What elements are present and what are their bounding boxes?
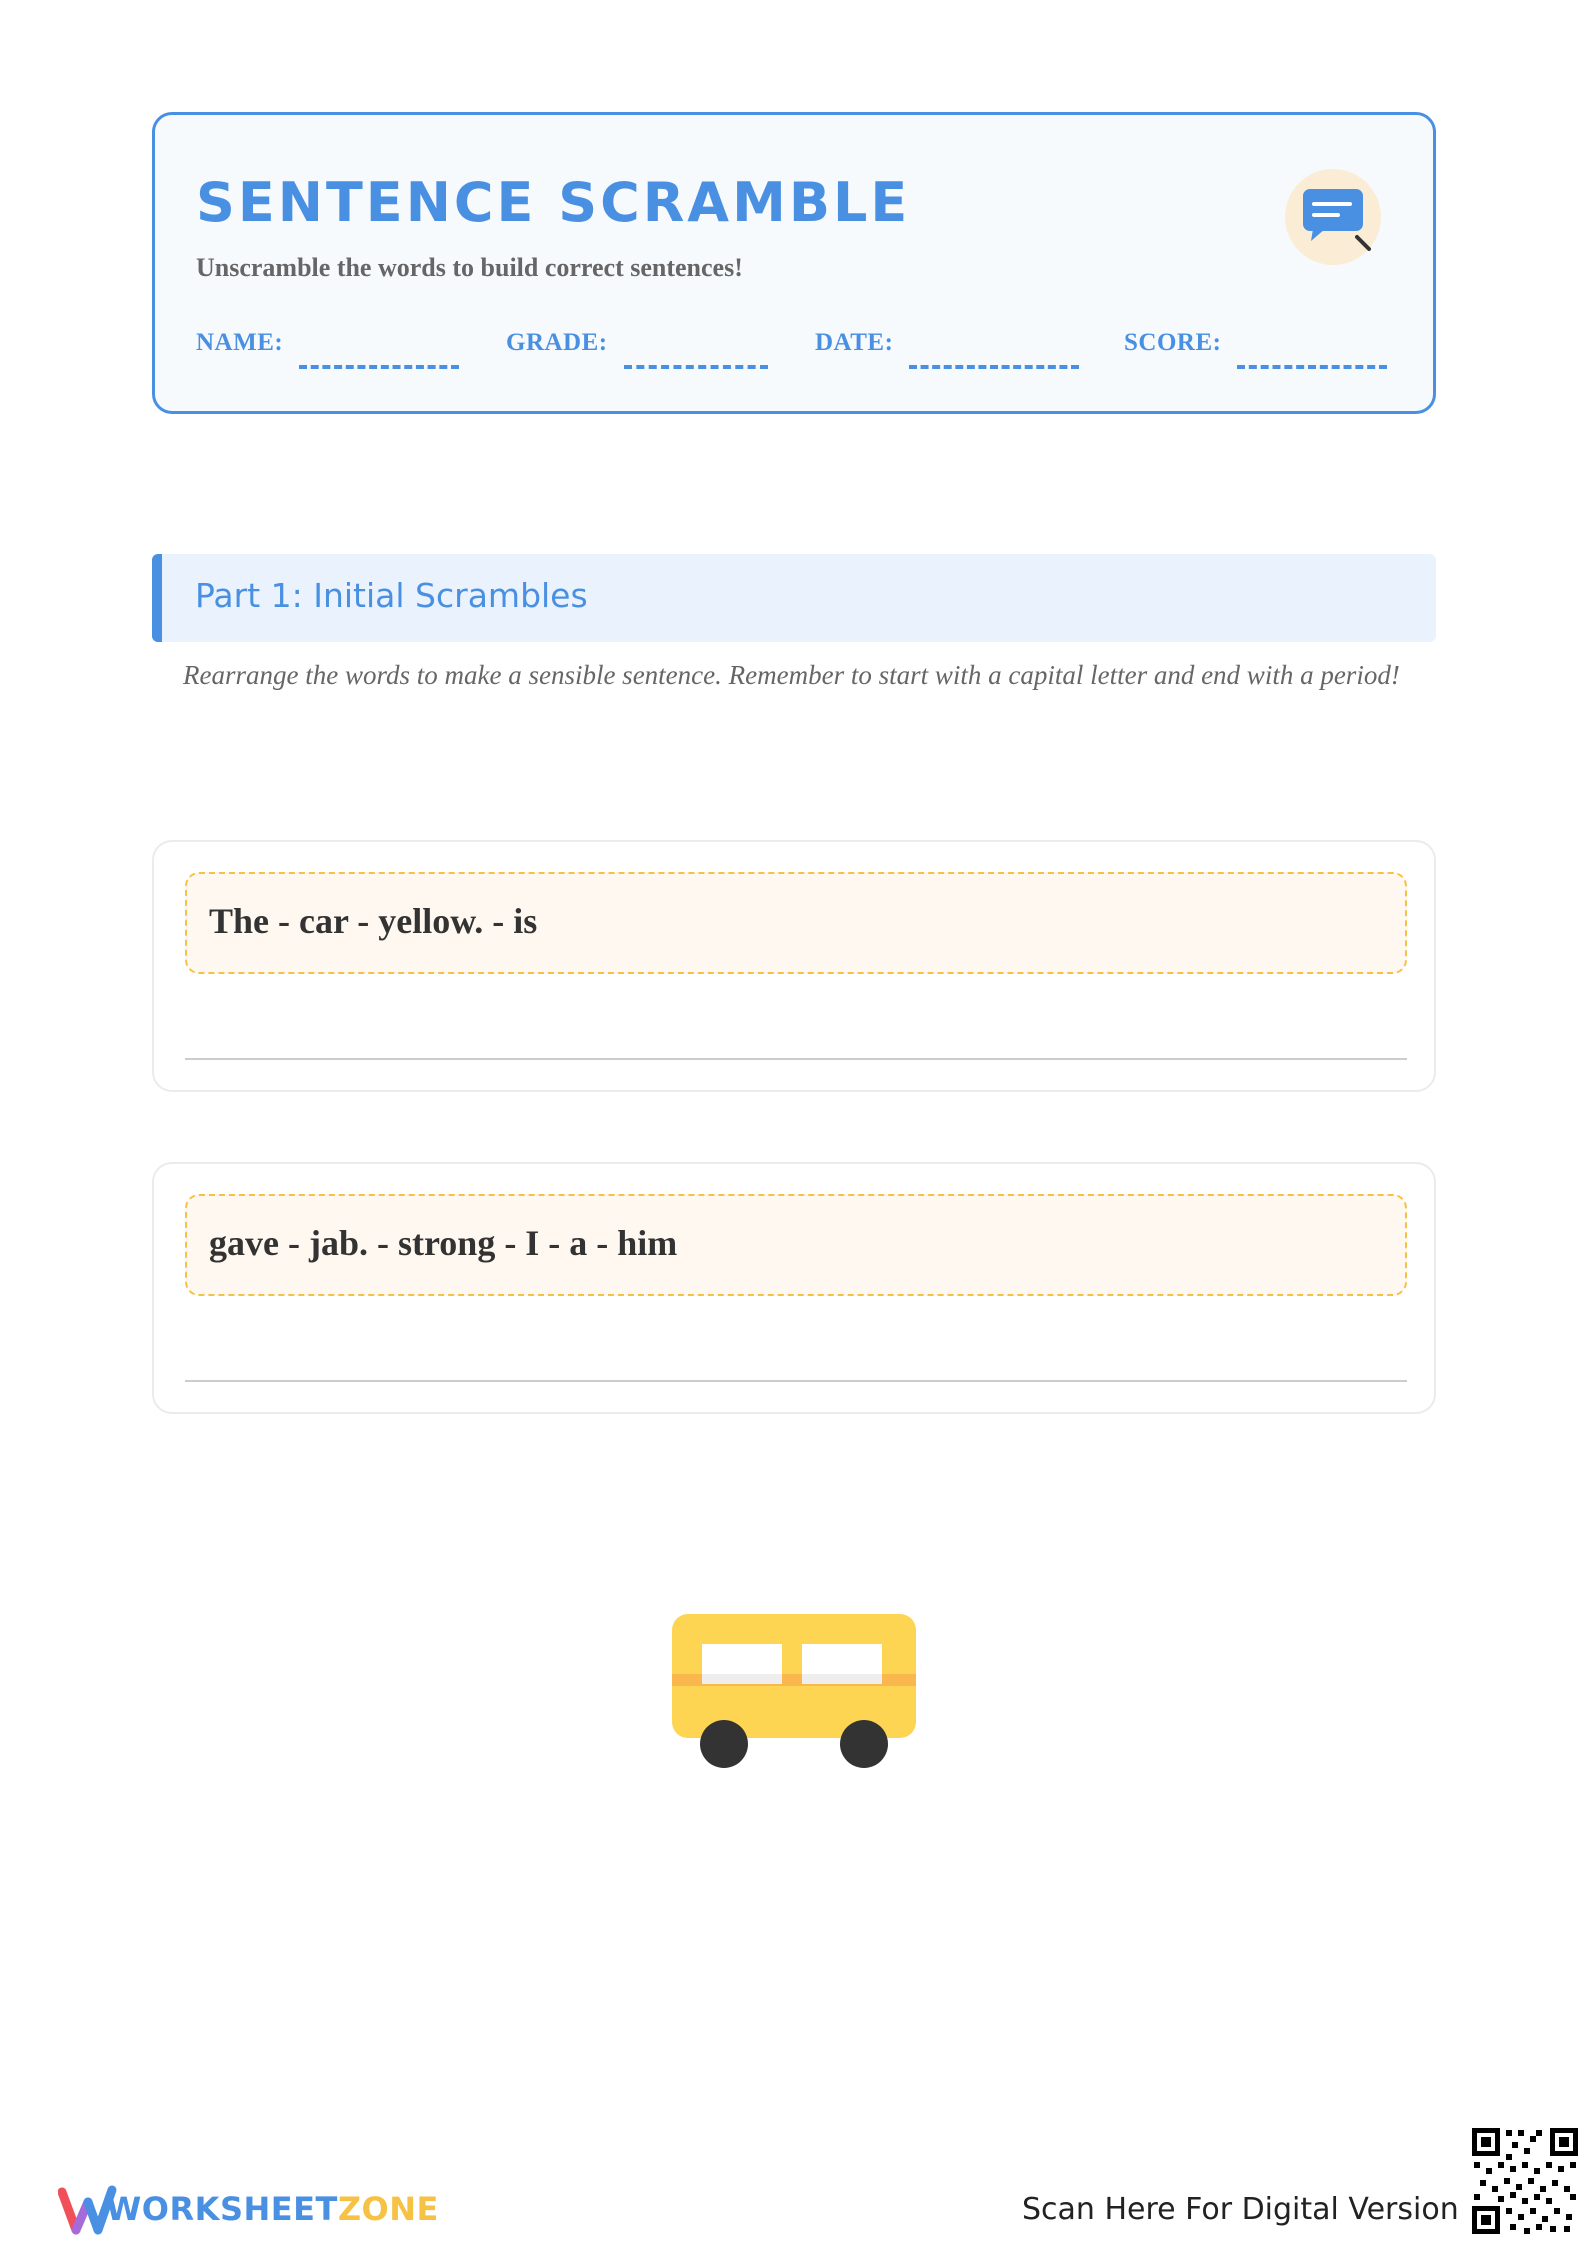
brand-part-1: WORKSHEET	[106, 2190, 338, 2228]
worksheet-header	[152, 112, 1436, 414]
worksheet-subtitle: Unscramble the words to build correct sentences!	[196, 253, 743, 282]
answer-line[interactable]	[185, 1058, 1407, 1060]
answer-line[interactable]	[185, 1380, 1407, 1382]
section-title: Part 1: Initial Scrambles	[195, 576, 588, 615]
name-label: NAME:	[196, 329, 284, 356]
section-instructions: Rearrange the words to make a sensible sentence. Remember to start with a capital letter and end with a period!	[183, 660, 1400, 690]
scramble-box	[185, 1194, 1407, 1296]
speech-bubble-magnifier-icon	[1285, 169, 1381, 265]
scrambled-words: gave - jab. - strong - I - a - him	[209, 1223, 678, 1263]
qr-code-icon[interactable]	[1470, 2126, 1580, 2236]
scrambled-words: The - car - yellow. - is	[209, 901, 538, 941]
date-input-line[interactable]	[909, 365, 1079, 369]
grade-input-line[interactable]	[624, 365, 768, 369]
question-card	[152, 1162, 1436, 1414]
grade-label: GRADE:	[506, 329, 608, 356]
school-bus-icon	[672, 1614, 916, 1781]
grade-field	[506, 329, 768, 369]
brand-part-2: ZONE	[337, 2190, 439, 2228]
name-input-line[interactable]	[299, 365, 459, 369]
scramble-box	[185, 872, 1407, 974]
worksheet-title: SENTENCE SCRAMBLE	[196, 171, 911, 234]
question-card	[152, 840, 1436, 1092]
score-input-line[interactable]	[1237, 365, 1387, 369]
section-heading	[152, 554, 1436, 642]
brand-name	[106, 2190, 439, 2228]
scan-caption: Scan Here For Digital Version	[1022, 2192, 1459, 2227]
date-field	[815, 329, 1079, 369]
score-field	[1124, 329, 1387, 369]
score-label: SCORE:	[1124, 329, 1222, 356]
name-field	[196, 329, 459, 369]
date-label: DATE:	[815, 329, 894, 356]
student-info-fields	[196, 329, 1406, 389]
